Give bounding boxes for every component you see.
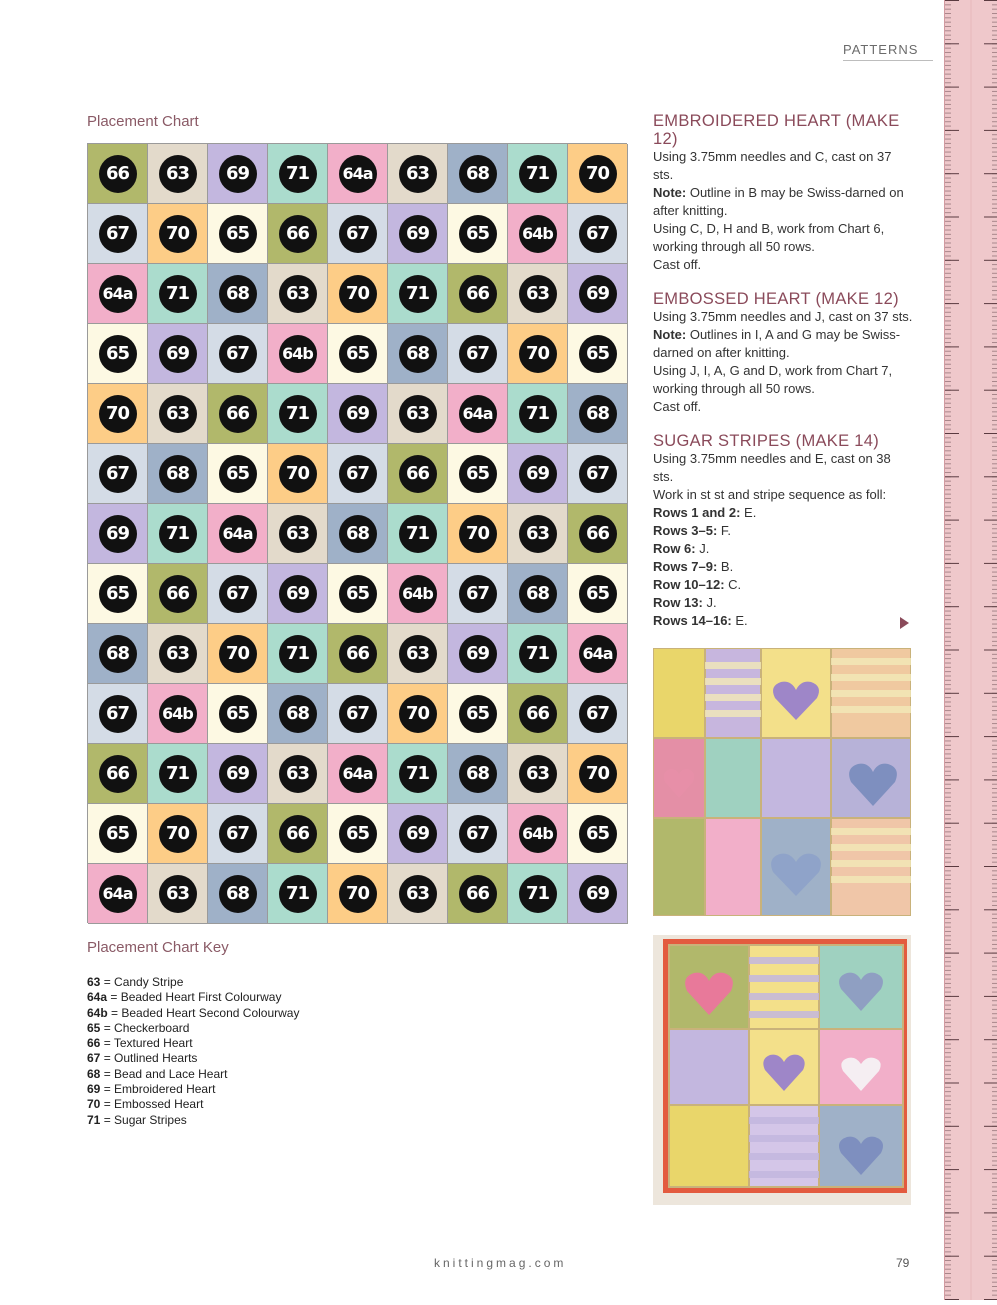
chart-cell bbox=[448, 864, 508, 924]
square-number-badge: 68 bbox=[219, 275, 257, 313]
footer-website: knittingmag.com bbox=[434, 1256, 567, 1270]
chart-cell bbox=[388, 564, 448, 624]
chart-cell bbox=[568, 504, 628, 564]
square-number-badge: 71 bbox=[519, 155, 557, 193]
square-number-badge: 69 bbox=[459, 635, 497, 673]
chart-cell bbox=[328, 444, 388, 504]
chart-cell bbox=[328, 684, 388, 744]
chart-cell bbox=[388, 264, 448, 324]
square-number-badge: 66 bbox=[459, 875, 497, 913]
square-number-badge: 71 bbox=[399, 515, 437, 553]
square-number-badge: 67 bbox=[339, 455, 377, 493]
chart-cell bbox=[508, 504, 568, 564]
square-number-badge: 64b bbox=[519, 215, 557, 253]
stripe-row: Rows 1 and 2: E. bbox=[653, 505, 757, 520]
chart-cell bbox=[388, 624, 448, 684]
chart-cell bbox=[268, 324, 328, 384]
square-number-badge: 70 bbox=[399, 695, 437, 733]
square-number-badge: 67 bbox=[99, 455, 137, 493]
square-number-badge: 69 bbox=[339, 395, 377, 433]
square-number-badge: 67 bbox=[99, 215, 137, 253]
chart-cell bbox=[148, 684, 208, 744]
chart-cell bbox=[508, 144, 568, 204]
instruction-note: Note: Outline in B may be Swiss-darned on after knitting. bbox=[653, 185, 904, 218]
chart-cell bbox=[388, 204, 448, 264]
square-number-badge: 65 bbox=[579, 335, 617, 373]
square-number-badge: 67 bbox=[579, 695, 617, 733]
square-number-badge: 68 bbox=[579, 395, 617, 433]
square-number-badge: 67 bbox=[459, 335, 497, 373]
square-number-badge: 66 bbox=[279, 215, 317, 253]
chart-cell bbox=[328, 864, 388, 924]
chart-cell bbox=[268, 384, 328, 444]
square-number-badge: 63 bbox=[159, 635, 197, 673]
square-number-badge: 63 bbox=[399, 155, 437, 193]
sugar-stripes-section bbox=[653, 432, 913, 630]
key-item: 68 = Bead and Lace Heart bbox=[87, 1066, 228, 1081]
instruction-line: Cast off. bbox=[653, 399, 702, 414]
square-number-badge: 65 bbox=[219, 695, 257, 733]
square-number-badge: 68 bbox=[279, 695, 317, 733]
square-number-badge: 70 bbox=[219, 635, 257, 673]
measuring-ruler bbox=[944, 0, 997, 1300]
key-item: 67 = Outlined Hearts bbox=[87, 1051, 198, 1066]
square-number-badge: 64a bbox=[99, 275, 137, 313]
square-number-badge: 68 bbox=[219, 875, 257, 913]
square-number-badge: 69 bbox=[519, 455, 557, 493]
chart-cell bbox=[448, 324, 508, 384]
square-number-badge: 67 bbox=[459, 575, 497, 613]
stripe-row: Rows 14–16: E. bbox=[653, 613, 748, 628]
chart-cell bbox=[568, 864, 628, 924]
square-number-badge: 63 bbox=[519, 515, 557, 553]
square-number-badge: 63 bbox=[159, 155, 197, 193]
square-number-badge: 69 bbox=[219, 155, 257, 193]
square-number-badge: 65 bbox=[459, 215, 497, 253]
chart-cell bbox=[148, 504, 208, 564]
square-number-badge: 64b bbox=[399, 575, 437, 613]
chart-cell bbox=[388, 444, 448, 504]
square-number-badge: 66 bbox=[219, 395, 257, 433]
chart-cell bbox=[268, 564, 328, 624]
square-number-badge: 66 bbox=[519, 695, 557, 733]
chart-cell bbox=[268, 864, 328, 924]
chart-cell bbox=[568, 564, 628, 624]
instruction-line: Using 3.75mm needles and J, cast on 37 sts. bbox=[653, 309, 913, 324]
chart-cell bbox=[208, 744, 268, 804]
chart-cell bbox=[88, 444, 148, 504]
chart-cell bbox=[148, 444, 208, 504]
square-number-badge: 66 bbox=[99, 755, 137, 793]
chart-cell bbox=[328, 624, 388, 684]
chart-cell bbox=[568, 384, 628, 444]
square-number-badge: 63 bbox=[159, 395, 197, 433]
chart-cell bbox=[268, 144, 328, 204]
square-number-badge: 69 bbox=[579, 275, 617, 313]
square-number-badge: 64a bbox=[459, 395, 497, 433]
square-number-badge: 70 bbox=[579, 155, 617, 193]
square-number-badge: 71 bbox=[279, 875, 317, 913]
chart-cell bbox=[388, 804, 448, 864]
square-number-badge: 70 bbox=[339, 275, 377, 313]
instruction-note: Note: Outlines in I, A and G may be Swiss-darned on after knitting. bbox=[653, 327, 901, 360]
square-number-badge: 64a bbox=[99, 875, 137, 913]
square-number-badge: 64b bbox=[279, 335, 317, 373]
square-number-badge: 66 bbox=[579, 515, 617, 553]
blanket-photo-bottom bbox=[653, 935, 911, 1205]
chart-cell bbox=[148, 144, 208, 204]
embossed-heart-heading: EMBOSSED HEART (MAKE 12) bbox=[653, 290, 899, 308]
square-number-badge: 69 bbox=[99, 515, 137, 553]
chart-cell bbox=[328, 324, 388, 384]
chart-cell bbox=[388, 384, 448, 444]
chart-cell bbox=[88, 564, 148, 624]
square-number-badge: 71 bbox=[279, 635, 317, 673]
chart-cell bbox=[448, 804, 508, 864]
square-number-badge: 68 bbox=[159, 455, 197, 493]
embroidered-heart-heading: EMBROIDERED HEART (MAKE 12) bbox=[653, 112, 900, 148]
square-number-badge: 63 bbox=[399, 395, 437, 433]
chart-cell bbox=[328, 144, 388, 204]
square-number-badge: 67 bbox=[339, 215, 377, 253]
square-number-badge: 71 bbox=[159, 755, 197, 793]
chart-cell bbox=[448, 564, 508, 624]
chart-cell bbox=[448, 444, 508, 504]
square-number-badge: 66 bbox=[279, 815, 317, 853]
chart-cell bbox=[88, 264, 148, 324]
square-number-badge: 71 bbox=[519, 395, 557, 433]
square-number-badge: 65 bbox=[219, 215, 257, 253]
square-number-badge: 65 bbox=[459, 455, 497, 493]
chart-cell bbox=[508, 744, 568, 804]
instruction-line: Using J, I, A, G and D, work from Chart 7, working through all 50 rows. bbox=[653, 363, 893, 396]
chart-cell bbox=[508, 564, 568, 624]
stripe-row: Rows 3–5: F. bbox=[653, 523, 732, 538]
square-number-badge: 63 bbox=[519, 755, 557, 793]
square-number-badge: 67 bbox=[219, 335, 257, 373]
square-number-badge: 67 bbox=[579, 455, 617, 493]
instruction-line: Cast off. bbox=[653, 257, 702, 272]
chart-cell bbox=[88, 144, 148, 204]
chart-cell bbox=[208, 144, 268, 204]
chart-cell bbox=[568, 804, 628, 864]
square-number-badge: 64b bbox=[519, 815, 557, 853]
chart-key-list bbox=[87, 975, 299, 1128]
square-number-badge: 65 bbox=[219, 455, 257, 493]
instruction-line: Using 3.75mm needles and E, cast on 38 sts. bbox=[653, 451, 891, 484]
square-number-badge: 71 bbox=[519, 875, 557, 913]
chart-cell bbox=[88, 504, 148, 564]
chart-cell bbox=[448, 684, 508, 744]
key-item: 63 = Candy Stripe bbox=[87, 975, 184, 989]
square-number-badge: 69 bbox=[159, 335, 197, 373]
square-number-badge: 65 bbox=[99, 335, 137, 373]
square-number-badge: 66 bbox=[159, 575, 197, 613]
chart-cell bbox=[88, 744, 148, 804]
chart-cell bbox=[208, 624, 268, 684]
square-number-badge: 67 bbox=[219, 815, 257, 853]
chart-cell bbox=[568, 264, 628, 324]
square-number-badge: 67 bbox=[579, 215, 617, 253]
chart-cell bbox=[328, 264, 388, 324]
chart-cell bbox=[568, 684, 628, 744]
square-number-badge: 70 bbox=[339, 875, 377, 913]
square-number-badge: 63 bbox=[279, 275, 317, 313]
square-number-badge: 68 bbox=[99, 635, 137, 673]
square-number-badge: 63 bbox=[519, 275, 557, 313]
instruction-line: Work in st st and stripe sequence as foll: bbox=[653, 487, 887, 502]
chart-cell bbox=[448, 384, 508, 444]
chart-cell bbox=[568, 204, 628, 264]
chart-cell bbox=[328, 384, 388, 444]
square-number-badge: 71 bbox=[279, 155, 317, 193]
square-number-badge: 70 bbox=[579, 755, 617, 793]
chart-cell bbox=[448, 204, 508, 264]
chart-cell bbox=[448, 504, 508, 564]
chart-cell bbox=[568, 144, 628, 204]
square-number-badge: 68 bbox=[519, 575, 557, 613]
key-item: 70 = Embossed Heart bbox=[87, 1097, 204, 1112]
square-number-badge: 66 bbox=[99, 155, 137, 193]
square-number-badge: 69 bbox=[399, 815, 437, 853]
square-number-badge: 64a bbox=[219, 515, 257, 553]
square-number-badge: 65 bbox=[339, 815, 377, 853]
square-number-badge: 66 bbox=[339, 635, 377, 673]
chart-cell bbox=[388, 144, 448, 204]
square-number-badge: 65 bbox=[459, 695, 497, 733]
chart-cell bbox=[208, 684, 268, 744]
chart-cell bbox=[508, 264, 568, 324]
stripe-row: Row 6: J. bbox=[653, 541, 710, 556]
chart-cell bbox=[328, 204, 388, 264]
chart-cell bbox=[268, 204, 328, 264]
chart-cell bbox=[208, 384, 268, 444]
placement-chart-grid bbox=[87, 143, 627, 923]
chart-cell bbox=[448, 264, 508, 324]
chart-cell bbox=[268, 264, 328, 324]
embossed-heart-section bbox=[653, 290, 913, 416]
embroidered-heart-section bbox=[653, 112, 913, 274]
square-number-badge: 65 bbox=[99, 815, 137, 853]
section-label: PATTERNS bbox=[843, 42, 933, 61]
continue-arrow-icon bbox=[900, 617, 909, 629]
chart-cell bbox=[568, 744, 628, 804]
instruction-line: Using C, D, H and B, work from Chart 6, working through all 50 rows. bbox=[653, 221, 885, 254]
chart-cell bbox=[208, 444, 268, 504]
square-number-badge: 71 bbox=[159, 275, 197, 313]
chart-cell bbox=[148, 324, 208, 384]
chart-cell bbox=[568, 624, 628, 684]
blanket-photo-top bbox=[653, 648, 911, 916]
chart-cell bbox=[88, 624, 148, 684]
instruction-line: Using 3.75mm needles and C, cast on 37 sts. bbox=[653, 149, 892, 182]
square-number-badge: 67 bbox=[459, 815, 497, 853]
square-number-badge: 67 bbox=[99, 695, 137, 733]
chart-cell bbox=[508, 384, 568, 444]
chart-cell bbox=[268, 744, 328, 804]
chart-cell bbox=[208, 504, 268, 564]
key-item: 66 = Textured Heart bbox=[87, 1036, 193, 1051]
chart-cell bbox=[88, 864, 148, 924]
chart-key-title: Placement Chart Key bbox=[87, 939, 229, 956]
key-item: 71 = Sugar Stripes bbox=[87, 1112, 187, 1127]
placement-chart-title: Placement Chart bbox=[87, 113, 199, 130]
chart-cell bbox=[88, 384, 148, 444]
square-number-badge: 63 bbox=[279, 755, 317, 793]
chart-cell bbox=[508, 204, 568, 264]
square-number-badge: 71 bbox=[519, 635, 557, 673]
chart-cell bbox=[388, 864, 448, 924]
chart-cell bbox=[148, 624, 208, 684]
key-item: 69 = Embroidered Heart bbox=[87, 1082, 216, 1097]
chart-cell bbox=[568, 324, 628, 384]
square-number-badge: 71 bbox=[399, 275, 437, 313]
chart-cell bbox=[388, 324, 448, 384]
square-number-badge: 64b bbox=[159, 695, 197, 733]
square-number-badge: 66 bbox=[399, 455, 437, 493]
square-number-badge: 71 bbox=[279, 395, 317, 433]
square-number-badge: 68 bbox=[399, 335, 437, 373]
page-number: 79 bbox=[896, 1256, 910, 1270]
square-number-badge: 64a bbox=[339, 755, 377, 793]
chart-cell bbox=[508, 864, 568, 924]
square-number-badge: 63 bbox=[399, 875, 437, 913]
chart-cell bbox=[448, 744, 508, 804]
chart-cell bbox=[448, 144, 508, 204]
chart-cell bbox=[208, 804, 268, 864]
stripe-row: Row 13: J. bbox=[653, 595, 717, 610]
square-number-badge: 69 bbox=[219, 755, 257, 793]
chart-cell bbox=[148, 384, 208, 444]
square-number-badge: 70 bbox=[519, 335, 557, 373]
chart-cell bbox=[388, 504, 448, 564]
square-number-badge: 63 bbox=[159, 875, 197, 913]
chart-cell bbox=[568, 444, 628, 504]
chart-cell bbox=[328, 564, 388, 624]
chart-cell bbox=[148, 864, 208, 924]
chart-cell bbox=[148, 204, 208, 264]
chart-cell bbox=[268, 684, 328, 744]
square-number-badge: 65 bbox=[579, 575, 617, 613]
chart-cell bbox=[508, 444, 568, 504]
chart-cell bbox=[208, 564, 268, 624]
square-number-badge: 70 bbox=[459, 515, 497, 553]
square-number-badge: 63 bbox=[399, 635, 437, 673]
square-number-badge: 70 bbox=[159, 815, 197, 853]
square-number-badge: 64a bbox=[339, 155, 377, 193]
chart-cell bbox=[268, 624, 328, 684]
key-item: 64a = Beaded Heart First Colourway bbox=[87, 990, 282, 1005]
pattern-instructions bbox=[653, 112, 913, 646]
chart-cell bbox=[208, 204, 268, 264]
chart-cell bbox=[268, 444, 328, 504]
chart-cell bbox=[148, 564, 208, 624]
sugar-stripes-heading: SUGAR STRIPES (MAKE 14) bbox=[653, 432, 880, 450]
square-number-badge: 68 bbox=[459, 155, 497, 193]
chart-cell bbox=[328, 504, 388, 564]
square-number-badge: 64a bbox=[579, 635, 617, 673]
square-number-badge: 70 bbox=[99, 395, 137, 433]
chart-cell bbox=[148, 744, 208, 804]
chart-cell bbox=[328, 744, 388, 804]
chart-cell bbox=[148, 804, 208, 864]
chart-cell bbox=[88, 204, 148, 264]
square-number-badge: 66 bbox=[459, 275, 497, 313]
chart-cell bbox=[88, 804, 148, 864]
chart-cell bbox=[508, 624, 568, 684]
square-number-badge: 69 bbox=[399, 215, 437, 253]
square-number-badge: 71 bbox=[399, 755, 437, 793]
square-number-badge: 65 bbox=[339, 335, 377, 373]
square-number-badge: 65 bbox=[579, 815, 617, 853]
chart-cell bbox=[508, 804, 568, 864]
chart-cell bbox=[388, 744, 448, 804]
chart-cell bbox=[208, 264, 268, 324]
stripe-row: Rows 7–9: B. bbox=[653, 559, 734, 574]
chart-cell bbox=[388, 684, 448, 744]
square-number-badge: 70 bbox=[159, 215, 197, 253]
key-item: 64b = Beaded Heart Second Colourway bbox=[87, 1005, 300, 1020]
square-number-badge: 68 bbox=[339, 515, 377, 553]
chart-cell bbox=[268, 804, 328, 864]
key-item: 65 = Checkerboard bbox=[87, 1020, 190, 1035]
chart-cell bbox=[148, 264, 208, 324]
chart-cell bbox=[508, 684, 568, 744]
chart-cell bbox=[88, 684, 148, 744]
square-number-badge: 67 bbox=[219, 575, 257, 613]
chart-cell bbox=[208, 324, 268, 384]
square-number-badge: 68 bbox=[459, 755, 497, 793]
chart-cell bbox=[448, 624, 508, 684]
chart-cell bbox=[268, 504, 328, 564]
square-number-badge: 69 bbox=[279, 575, 317, 613]
chart-cell bbox=[88, 324, 148, 384]
square-number-badge: 65 bbox=[339, 575, 377, 613]
square-number-badge: 65 bbox=[99, 575, 137, 613]
square-number-badge: 71 bbox=[159, 515, 197, 553]
chart-cell bbox=[328, 804, 388, 864]
square-number-badge: 63 bbox=[279, 515, 317, 553]
stripe-row: Row 10–12: C. bbox=[653, 577, 742, 592]
square-number-badge: 69 bbox=[579, 875, 617, 913]
square-number-badge: 67 bbox=[339, 695, 377, 733]
chart-cell bbox=[208, 864, 268, 924]
chart-cell bbox=[508, 324, 568, 384]
square-number-badge: 70 bbox=[279, 455, 317, 493]
